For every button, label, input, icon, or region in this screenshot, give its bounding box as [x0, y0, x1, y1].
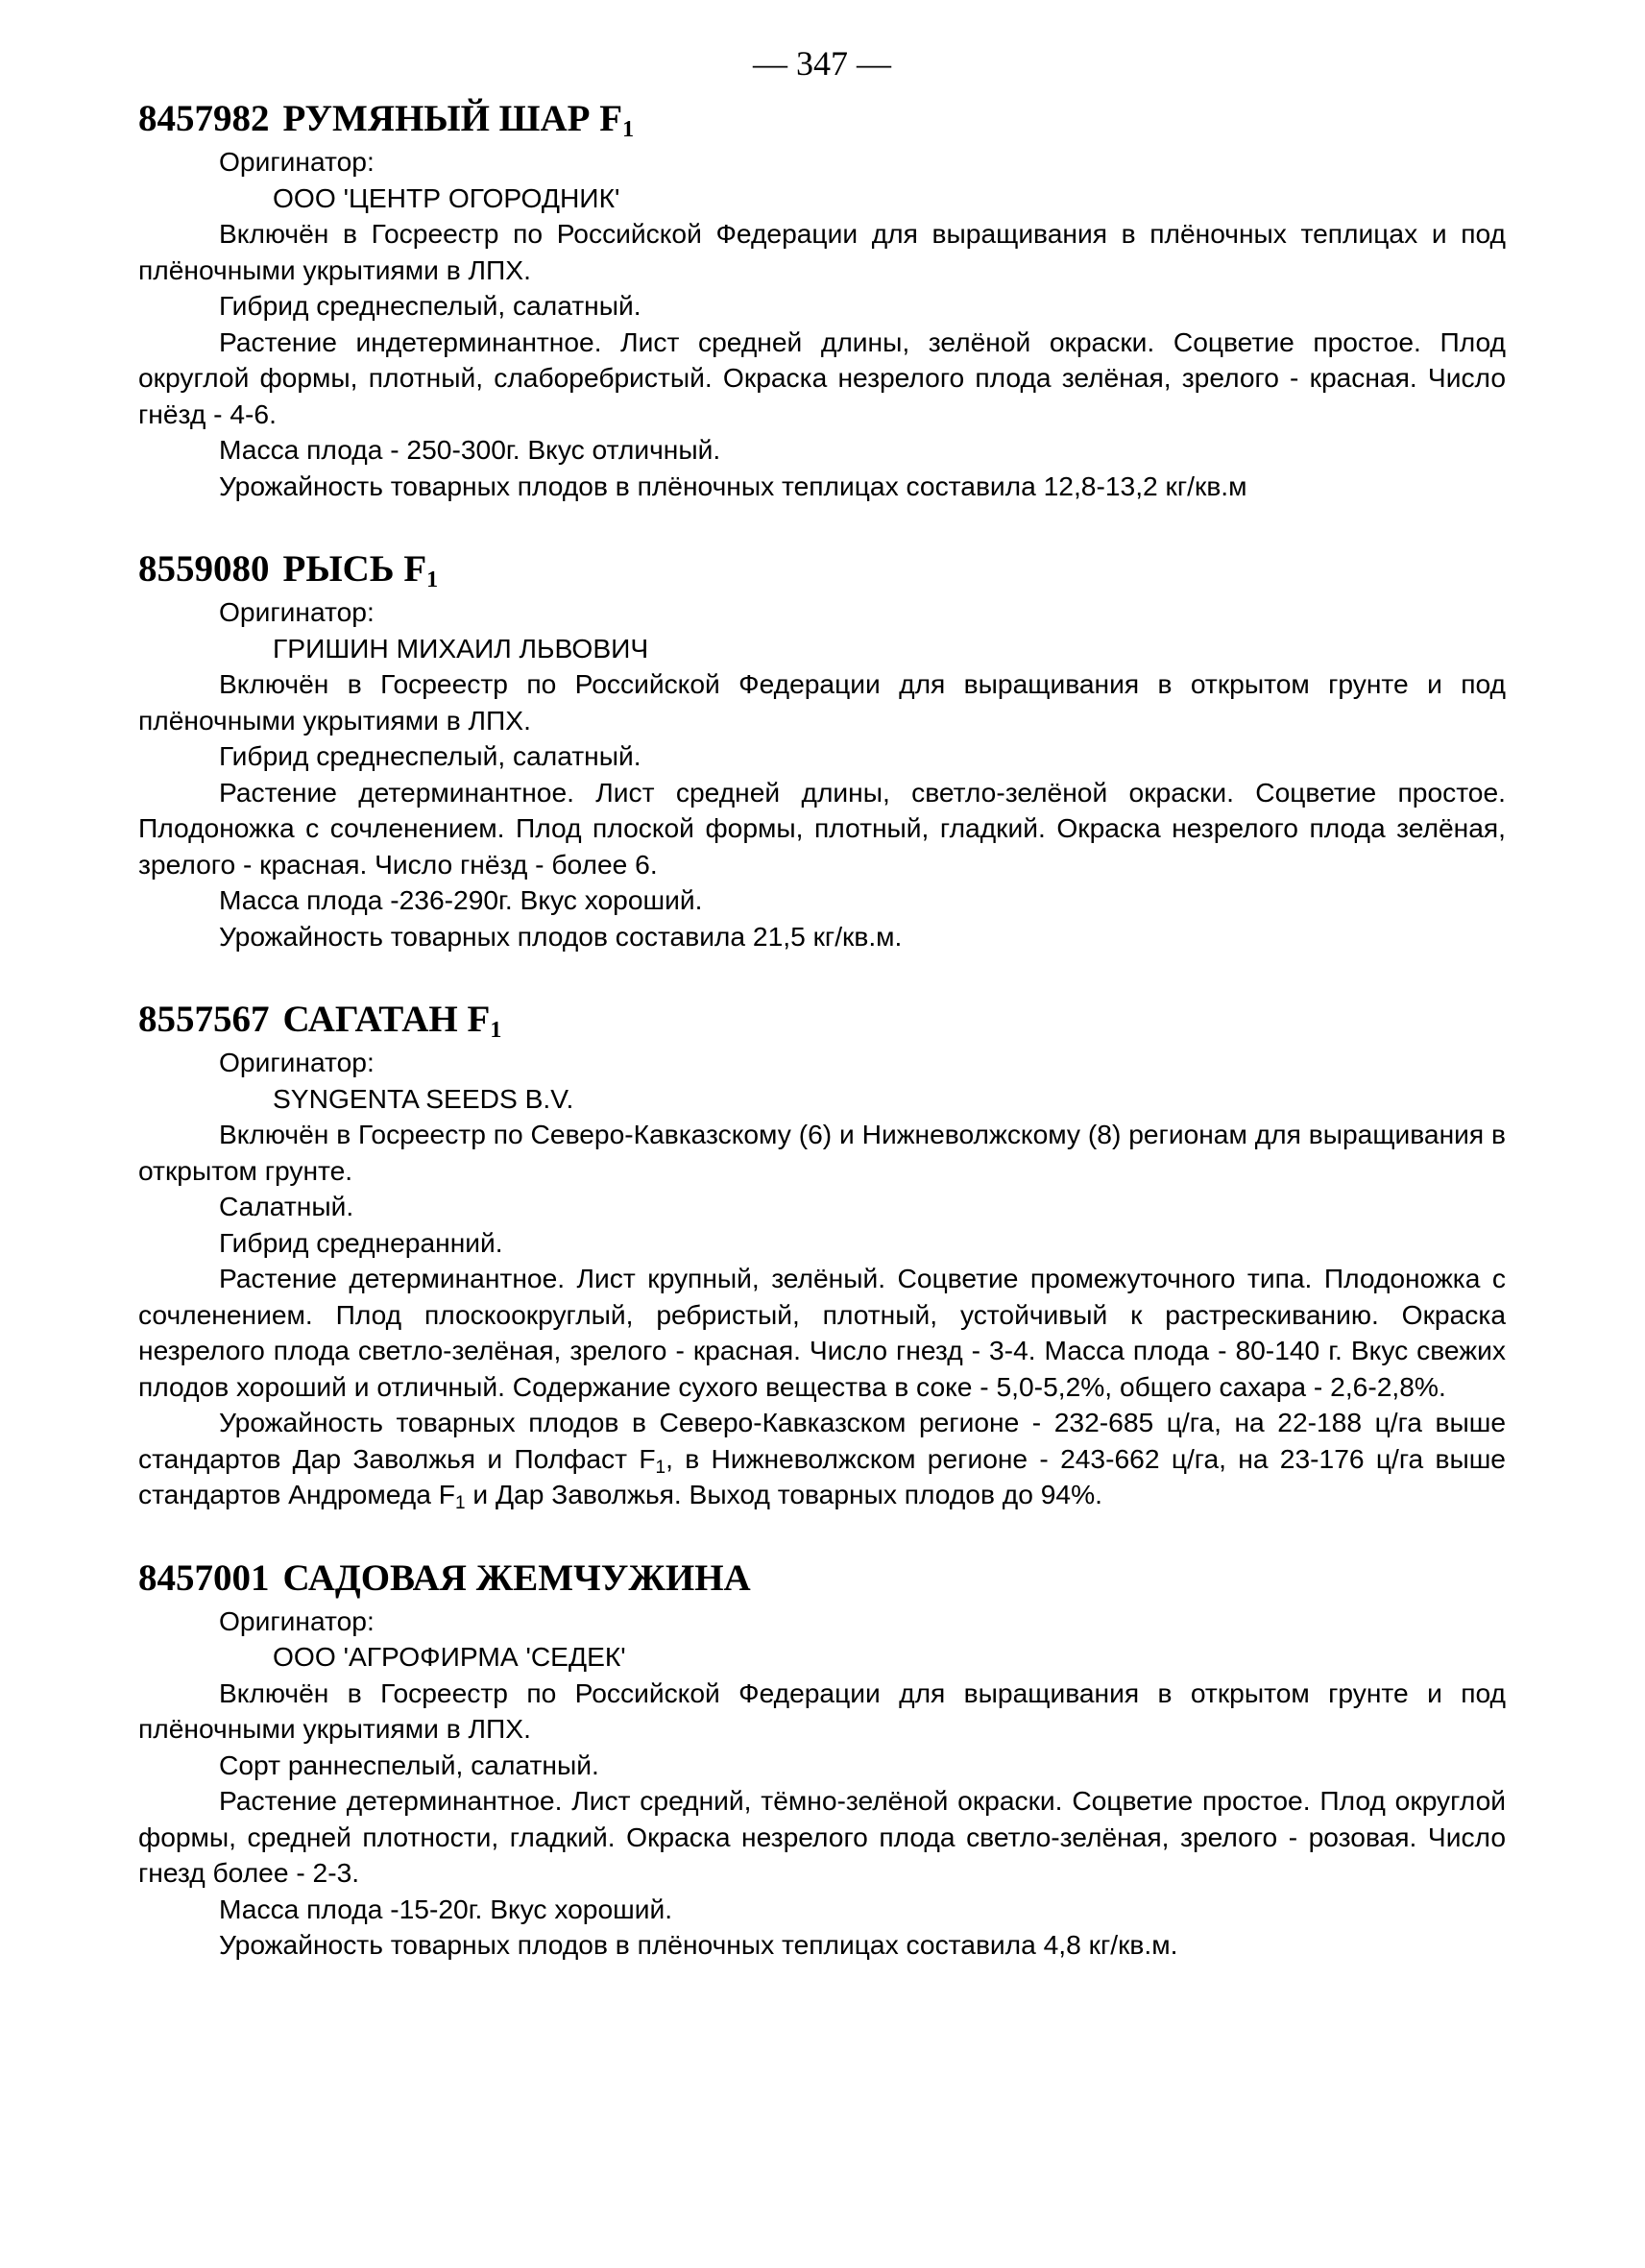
variety-code: 8457001 — [138, 1556, 270, 1599]
type-paragraph: Гибрид среднеранний. — [219, 1226, 503, 1258]
registry-paragraph: Включён в Госреестр по Северо-Кавказскому (6) и Нижневолжскому (8) регионам для выращивания в открытом грунте. — [138, 1119, 1506, 1186]
subscript: 1 — [655, 1457, 666, 1478]
registry-paragraph: Включён в Госреестр по Российской Федерации для выращивания в открытом грунте и под плёночными укрытиями в ЛПХ. — [138, 1677, 1506, 1744]
variety-entry — [138, 546, 1506, 954]
variety-name-subscript: 1 — [622, 117, 635, 142]
description-paragraph: Растение индетерминантное. Лист средней длины, зелёной окраски. Соцветие простое. Плод округлой формы, плотный, слаборебристый. Окраска незрелого плода зелёная, зрелого - красная. Число гнёзд - 4-6. — [138, 326, 1506, 429]
originator-name: ООО 'АГРОФИРМА 'СЕДЕК' — [273, 1641, 626, 1672]
entry-heading — [138, 96, 1506, 142]
entry-body — [138, 1604, 1506, 1964]
originator-label: Оригинатор: — [219, 596, 375, 627]
page-number: — 347 — — [753, 44, 891, 83]
entry-body — [138, 1045, 1506, 1513]
originator-name: SYNGENTA SEEDS B.V. — [273, 1082, 574, 1114]
type-paragraph: Гибрид среднеспелый, салатный. — [219, 740, 641, 771]
originator-name: ГРИШИН МИХАИЛ ЛЬВОВИЧ — [273, 632, 649, 664]
description-paragraph: Растение детерминантное. Лист крупный, зелёный. Соцветие промежуточного типа. Плодоножка с сочленением. Плод плоскоокруглый, ребристый, плотный, устойчивый к растрескиванию. Окраска незрелого плода светло-зелёная, зрелого - красная. Число гнезд - 3-4. Масса плода - 80-140 г. Вкус свежих плодов хороший и отличный. Содержание сухого вещества в соке - 5,0-5,2%, общего сахара - 2,6-2,8%. — [138, 1263, 1506, 1402]
variety-name: РУМЯНЫЙ ШАР F — [282, 98, 623, 139]
description-paragraph: Растение детерминантное. Лист средний, тёмно-зелёной окраски. Соцветие простое. Плод округлой формы, средней плотности, гладкий. Окраска незрелого плода светло-зелёная, зрелого - розовая. Число гнезд более - 2-3. — [138, 1785, 1506, 1888]
originator-name: ООО 'ЦЕНТР ОГОРОДНИК' — [273, 181, 620, 213]
yield-text-part: и Дар Заволжья. Выход товарных плодов до 94%. — [465, 1479, 1102, 1509]
variety-name: САДОВАЯ ЖЕМЧУЖИНА — [282, 1556, 751, 1599]
yield-paragraph: Урожайность товарных плодов в плёночных теплицах составила 4,8 кг/кв.м. — [219, 1929, 1178, 1960]
originator-label: Оригинатор: — [219, 146, 375, 177]
variety-code: 8557567 — [138, 999, 270, 1040]
yield-paragraph: Урожайность товарных плодов в плёночных теплицах составила 12,8-13,2 кг/кв.м — [219, 470, 1247, 501]
entry-body — [138, 144, 1506, 504]
yield-text-part: , в Нижневолжском регионе - 243-662 ц/га, на 23-176 ц/га выше стандартов Андромеда F — [138, 1442, 1506, 1509]
mass-paragraph: Масса плода - 250-300г. Вкус отличный. — [219, 434, 721, 465]
variety-name: РЫСЬ F — [282, 548, 427, 590]
mass-paragraph: Масса плода -236-290г. Вкус хороший. — [219, 884, 703, 915]
document-page — [138, 42, 1506, 1964]
entry-heading — [138, 1556, 1506, 1602]
variety-name: САГАТАН F — [282, 999, 491, 1040]
variety-entry — [138, 1556, 1506, 1964]
variety-code: 8457982 — [138, 98, 270, 139]
entry-body — [138, 594, 1506, 954]
description-paragraph: Растение детерминантное. Лист средней длины, светло-зелёной окраски. Соцветие простое. Плодоножка с сочленением. Плод плоской формы, плотный, гладкий. Окраска незрелого плода зелёная, зрелого - красная. Число гнёзд - более 6. — [138, 776, 1506, 880]
registry-paragraph: Включён в Госреестр по Российской Федерации для выращивания в плёночных теплицах и под плёночными укрытиями в ЛПХ. — [138, 218, 1506, 285]
subscript: 1 — [454, 1493, 466, 1513]
yield-text-part: Урожайность товарных плодов в Северо-Кавказском регионе - 232-685 ц/га, на 22-188 ц/га выше стандартов Дар Заволжья и Полфаст F — [138, 1407, 1506, 1474]
entry-heading — [138, 546, 1506, 592]
originator-label: Оригинатор: — [219, 1047, 375, 1077]
mass-paragraph: Масса плода -15-20г. Вкус хороший. — [219, 1893, 673, 1924]
originator-label: Оригинатор: — [219, 1604, 375, 1636]
entry-heading — [138, 997, 1506, 1043]
yield-paragraph: Урожайность товарных плодов составила 21,5 кг/кв.м. — [219, 920, 903, 952]
registry-paragraph: Включён в Госреестр по Российской Федерации для выращивания в открытом грунте и под плёночными укрытиями в ЛПХ. — [138, 668, 1506, 736]
variety-name-subscript: 1 — [490, 1018, 502, 1043]
type-paragraph: Сорт раннеспелый, салатный. — [219, 1749, 599, 1780]
variety-entry — [138, 997, 1506, 1513]
variety-code: 8559080 — [138, 548, 270, 590]
yield-paragraph — [138, 1405, 1506, 1513]
use-paragraph: Салатный. — [219, 1191, 354, 1221]
variety-name-subscript: 1 — [426, 567, 439, 592]
type-paragraph: Гибрид среднеспелый, салатный. — [219, 290, 641, 321]
variety-entry — [138, 96, 1506, 504]
